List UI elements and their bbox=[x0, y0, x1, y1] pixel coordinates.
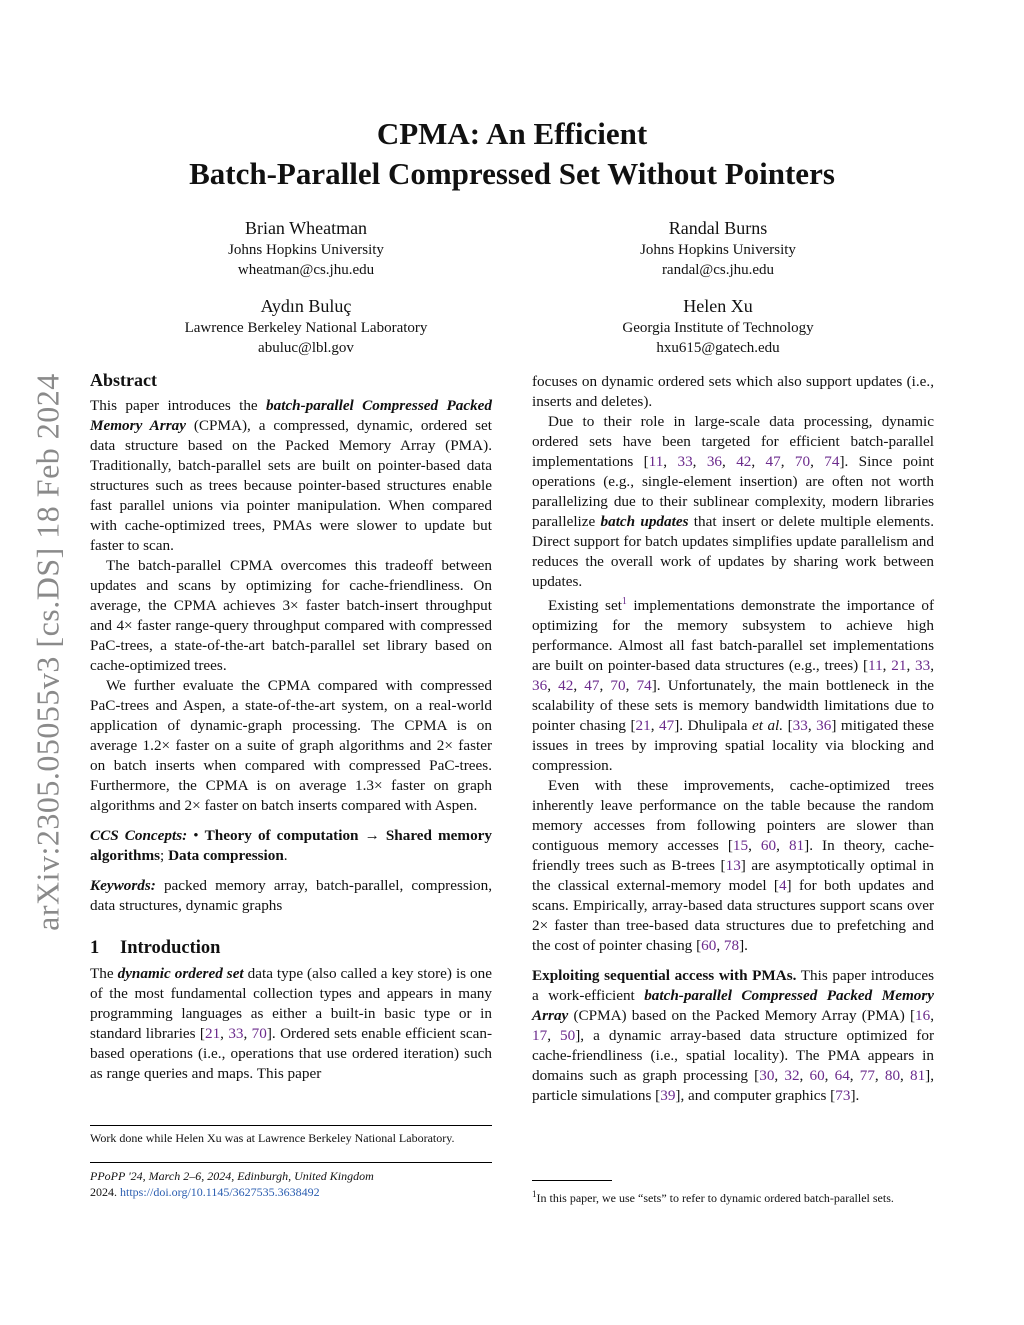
title-line-2: Batch-Parallel Compressed Set Without Pointers bbox=[189, 156, 835, 191]
section-heading-introduction: 1 Introduction bbox=[90, 938, 221, 958]
author-affiliation: Johns Hopkins University bbox=[228, 242, 384, 258]
citation-link[interactable]: 73 bbox=[835, 1087, 851, 1105]
venue-rule bbox=[90, 1162, 492, 1163]
author-email: abuluc@lbl.gov bbox=[258, 340, 354, 356]
citation-link[interactable]: 80 bbox=[884, 1067, 901, 1085]
citation-link[interactable]: 4 bbox=[778, 877, 787, 895]
author-name: Brian Wheatman bbox=[244, 218, 368, 238]
citation-link[interactable]: 33 bbox=[915, 657, 931, 675]
author-email: hxu615@gatech.edu bbox=[656, 340, 780, 356]
abstract-paragraph-1: This paper introduces the batch-parallel Compressed Packed Memory Array (CPMA), a compressed, dynamic, ordered set data structure based on the Packed Memory Array (PMA). Traditionally, batch-parallel sets are built on pointer-based data structures such as trees because pointer-based structures enable fast parallel unions via pointer manipulation. When compared with cache-optimized trees, PMAs were slower to update but faster to scan. bbox=[90, 397, 492, 554]
right-paragraph-4: Exploiting sequential access with PMAs. This paper introduces a work-efficient batch-parallel Compressed Packed Memory Array (CPMA) based on the Packed Memory Array (PMA) [16, 17, 50], a dynamic array-based data structure optimized for cache-friendliness (i.e., spatial locality). The PMA appears in domains such as graph processing [30, 32, 60, 64, 77, 80, 81], particle simulations [39], and computer graphics [73]. bbox=[532, 967, 935, 1105]
citation-link[interactable]: 13 bbox=[725, 857, 741, 875]
citation-link[interactable]: 15 bbox=[732, 837, 749, 855]
paper-title bbox=[0, 114, 1024, 194]
author-name: Helen Xu bbox=[683, 296, 753, 316]
footnote-right: $^1$In this paper, we use “sets” to refer to dynamic ordered batch-parallel sets. bbox=[532, 1189, 894, 1205]
citation-link[interactable]: 42 bbox=[558, 677, 574, 695]
citation-link[interactable]: 36 bbox=[816, 717, 832, 735]
citation-link[interactable]: 11 bbox=[868, 657, 883, 675]
arxiv-stamp-text: arXiv:2305.05055v3 [cs.DS] 18 Feb 2024 bbox=[29, 373, 66, 931]
citation-link[interactable]: 33 bbox=[677, 453, 693, 470]
right-column bbox=[532, 372, 934, 1106]
citation-link[interactable]: 81 bbox=[909, 1067, 926, 1085]
author-affiliation: Georgia Institute of Technology bbox=[622, 320, 814, 336]
citation-link[interactable]: 11 bbox=[648, 453, 664, 470]
author-affiliation: Lawrence Berkeley National Laboratory bbox=[184, 320, 428, 336]
citation-link[interactable]: 39 bbox=[660, 1087, 676, 1105]
paragraph-heading: Exploiting sequential access with PMAs. bbox=[532, 967, 797, 985]
citation-link[interactable]: 70 bbox=[251, 1025, 267, 1042]
right-paragraph-2: Existing set$^1$ implementations demonstrate the importance of optimizing for the memory subsystem to achieve high performance. Almost all fast batch-parallel set implementations are built on pointer-based data structures (e.g., trees) [11, 21, 33, 36, 42, 47, 70, 74]. Unfortunately, the main bottleneck in the scalability of these sets is memory bandwidth limitations due to pointer chasing [21, 47]. Dhulipala et al. [33, 36] mitigated these issues in trees by improving spatial locality via blocking and compression. bbox=[532, 596, 935, 775]
citation-link[interactable]: 78 bbox=[723, 937, 740, 955]
citation-link[interactable]: 33 bbox=[228, 1025, 244, 1042]
citation-link[interactable]: 64 bbox=[834, 1067, 850, 1085]
citation-link[interactable]: 70 bbox=[794, 453, 811, 470]
citation-link[interactable]: 36 bbox=[532, 677, 548, 695]
footnote-rule-right bbox=[532, 1180, 612, 1181]
abstract-emphasis: batch-parallel Compressed Packed Memory Array bbox=[90, 397, 492, 434]
citation-link[interactable]: 30 bbox=[759, 1067, 775, 1085]
citation-link[interactable]: 70 bbox=[610, 677, 626, 695]
citation-link[interactable]: 47 bbox=[584, 677, 600, 695]
citation-link[interactable]: 42 bbox=[736, 453, 752, 470]
citation-link[interactable]: 36 bbox=[706, 453, 723, 470]
citation-link[interactable]: 81 bbox=[788, 837, 805, 855]
author-name: Randal Burns bbox=[668, 218, 768, 238]
right-paragraph-3: Even with these improvements, cache-optimized trees inherently leave performance on the table because the random memory accesses from following pointers are slower than contiguous memory accesses [15, 60, 81]. In theory, cache-friendly trees such as B-trees [13] are asymptotically optimal in the classical external-memory model [4] for both updates and scans. Empirically, array-based data structures support scans over 2× faster than tree-based data structures due to prefetching and the cost of pointer chasing [60, 78]. bbox=[532, 777, 934, 955]
citation-link[interactable]: 32 bbox=[784, 1067, 800, 1085]
citation-link[interactable]: 21 bbox=[204, 1025, 221, 1042]
left-column bbox=[90, 368, 492, 1084]
title-line-1: CPMA: An Efficient bbox=[376, 116, 648, 151]
author-affiliation: Johns Hopkins University bbox=[640, 242, 796, 258]
keywords: Keywords: packed memory array, batch-parallel, compression, data structures, dynamic graphs bbox=[90, 877, 492, 914]
author-block-2 bbox=[528, 216, 908, 280]
author-block-4 bbox=[528, 294, 908, 358]
citation-link[interactable]: 21 bbox=[891, 657, 907, 675]
citation-link[interactable]: 47 bbox=[765, 453, 781, 470]
citation-link[interactable]: 33 bbox=[792, 717, 808, 735]
citation-link[interactable]: 74 bbox=[824, 453, 840, 470]
footnote-mark[interactable]: 1 bbox=[621, 596, 627, 607]
right-paragraph-1: Due to their role in large-scale data processing, dynamic ordered sets have been targeted for efficient batch-parallel implementations [11, 33, 36, 42, 47, 70, 74]. Since point operations (e.g., single-element insertion) are often not worth parallelizing due to their sublinear complexity, modern libraries parallelize batch updates that insert or delete multiple elements. Direct support for batch updates simplifies update parallelism and reduces the overall work of updates by sharing work between updates. bbox=[532, 413, 935, 590]
author-email: wheatman@cs.jhu.edu bbox=[237, 262, 375, 278]
ccs-concepts: CCS Concepts: • Theory of computation → Shared memory algorithms; Data compression. bbox=[90, 827, 492, 864]
citation-link[interactable]: 60 bbox=[701, 937, 717, 955]
arxiv-stamp bbox=[28, 362, 68, 942]
venue-info bbox=[90, 1168, 492, 1200]
abstract-heading: Abstract bbox=[90, 370, 157, 390]
author-email: randal@cs.jhu.edu bbox=[661, 262, 775, 278]
citation-link[interactable]: 50 bbox=[560, 1027, 576, 1045]
author-block-3 bbox=[116, 294, 496, 358]
intro-paragraph: The dynamic ordered set data type (also called a key store) is one of the most fundamental collection types and appears in many programming languages as either a built-in basic type or in standard libraries [21, 33, 70]. Ordered sets enable efficient scan-based operations (i.e., operations that use ordered iteration) such as range queries and maps. This paper bbox=[90, 965, 492, 1082]
abstract-paragraph-3: We further evaluate the CPMA compared with compressed PaC-trees and Aspen, a state-of-the-art system, on a real-world application of dynamic-graph processing. The CPMA is on average 1.2× faster on a suite of graph algorithms and 2× faster on batch inserts when compared with compressed PaC-trees. Furthermore, the CPMA is on average 1.3× faster on graph algorithms and 2× faster on batch inserts compared with Aspen. bbox=[90, 677, 492, 814]
venue-line: PPoPP '24, March 2–6, 2024, Edinburgh, United Kingdom bbox=[90, 1169, 374, 1183]
doi-line: 2024. https://doi.org/10.1145/3627535.3638492 bbox=[90, 1185, 320, 1199]
citation-link[interactable]: 21 bbox=[635, 717, 651, 735]
footnote-rule bbox=[90, 1125, 492, 1126]
citation-link[interactable]: 17 bbox=[532, 1027, 548, 1045]
author-block-1 bbox=[116, 216, 496, 280]
citation-link[interactable]: 47 bbox=[659, 717, 675, 735]
citation-link[interactable]: 60 bbox=[760, 837, 777, 855]
citation-link[interactable]: 60 bbox=[809, 1067, 825, 1085]
abstract-paragraph-2: The batch-parallel CPMA overcomes this tradeoff between updates and scans by optimizing for cache-friendliness. On average, the CPMA achieves 3× faster batch-insert throughput and 4× faster range-query throughput compared with compressed PaC-trees, a state-of-the-art batch-parallel set library based on cache-optimized trees. bbox=[90, 557, 492, 674]
right-paragraph-0: focuses on dynamic ordered sets which also support updates (i.e., inserts and deletes). bbox=[532, 373, 934, 410]
doi-link[interactable]: https://doi.org/10.1145/3627535.3638492 bbox=[120, 1185, 320, 1199]
author-name: Aydın Buluç bbox=[260, 296, 352, 316]
citation-link[interactable]: 16 bbox=[915, 1007, 931, 1025]
citation-link[interactable]: 77 bbox=[859, 1067, 875, 1085]
citation-link[interactable]: 74 bbox=[636, 677, 652, 695]
footnote-left: Work done while Helen Xu was at Lawrence Berkeley National Laboratory. bbox=[90, 1131, 455, 1145]
